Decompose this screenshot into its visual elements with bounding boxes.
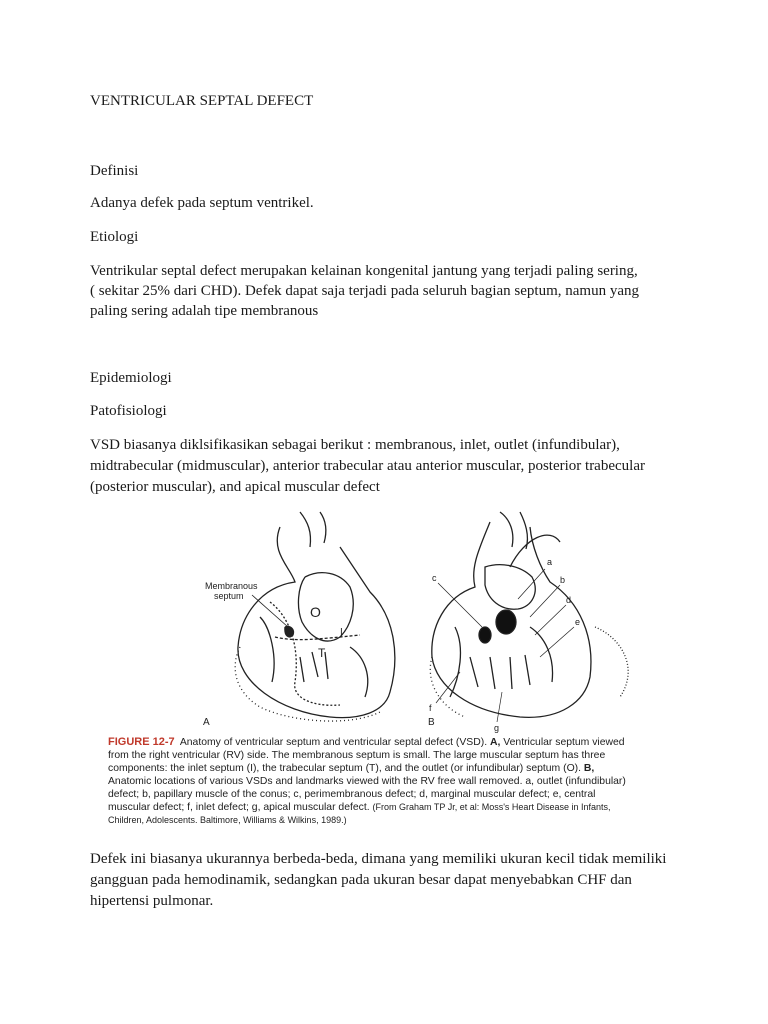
patofisiologi-line-3: (posterior muscular), and apical muscular defect	[90, 479, 380, 495]
marker-o: O	[310, 604, 321, 620]
caption-line3-text: components: the inlet septum (I), the trabecular septum (T), and the outlet (or infundibular) septum (O).	[108, 763, 581, 774]
etiologi-line-1: Ventrikular septal defect merupakan kelainan kongenital jantung yang terjadi paling sering,	[90, 263, 638, 279]
callout-a: a	[547, 557, 553, 567]
caption-line7: Children, Adolescents. Baltimore, Williams & Wilkins, 1989.)	[108, 815, 347, 825]
marker-t: T	[318, 646, 326, 660]
figure-caption	[108, 736, 678, 827]
membranous-label-line1: Membranous	[205, 581, 258, 591]
patofisiologi-line-1: VSD biasanya diklsifikasikan sebagai berikut : membranous, inlet, outlet (infundibular),	[90, 437, 620, 453]
closing-line-3: hipertensi pulmonar.	[90, 893, 214, 909]
callout-lines	[436, 569, 574, 722]
caption-line6-source: (From Graham TP Jr, et al: Moss's Heart Disease in Infants,	[372, 802, 611, 812]
callout-b: b	[560, 575, 566, 585]
callout-g: g	[494, 723, 500, 733]
callout-f: f	[429, 703, 432, 713]
membranous-pointer	[252, 595, 288, 627]
caption-line5: defect; b, papillary muscle of the conus; c, perimembranous defect; d, marginal muscular defect; e, central	[108, 789, 596, 800]
closing-line-2: gangguan pada hemodinamik, sedangkan pada ukuran besar dapat menyebabkan CHF dan	[90, 872, 632, 888]
etiologi-heading: Etiologi	[90, 229, 139, 245]
callout-e: e	[575, 617, 581, 627]
patofisiologi-line-2: midtrabecular (midmuscular), anterior trabecular atau anterior muscular, posterior trabecular	[90, 458, 645, 474]
figure-label: FIGURE 12-7	[108, 736, 175, 748]
caption-line2: from the right ventricular (RV) side. The membranous septum is small. The large muscular septum has three	[108, 750, 606, 761]
caption-line1-text: Anatomy of ventricular septum and ventricular septal defect (VSD).	[179, 737, 488, 748]
definisi-heading: Definisi	[90, 163, 139, 179]
membranous-label-line2: septum	[214, 591, 244, 601]
panel-a-label: A	[203, 717, 210, 728]
heart-illustration	[200, 507, 678, 737]
caption-line1-bold: A,	[489, 737, 501, 748]
etiologi-line-2: ( sekitar 25% dari CHD). Defek dapat saja terjadi pada seluruh bagian septum, namun yang	[90, 283, 639, 299]
document-title: VENTRICULAR SEPTAL DEFECT	[90, 93, 314, 109]
panel-b-label: B	[428, 717, 435, 728]
marker-i: I	[340, 627, 343, 638]
heart-panel-b	[430, 512, 628, 717]
callout-d: d	[566, 595, 572, 605]
definisi-text: Adanya defek pada septum ventrikel.	[90, 195, 314, 211]
closing-line-1: Defek ini biasanya ukurannya berbeda-beda, dimana yang memiliki ukuran kecil tidak memiliki	[90, 851, 667, 867]
patofisiologi-heading: Patofisiologi	[90, 403, 167, 419]
defect-marker-small	[479, 627, 491, 643]
callout-c: c	[432, 573, 437, 583]
epidemiologi-heading: Epidemiologi	[90, 370, 172, 386]
caption-line6-text: muscular defect; f, inlet defect; g, apical muscular defect.	[108, 802, 370, 813]
defect-marker-large	[496, 610, 516, 634]
caption-line3-bold: B,	[583, 763, 595, 774]
caption-line1-end: Ventricular septum viewed	[503, 737, 625, 748]
etiologi-line-3: paling sering adalah tipe membranous	[90, 303, 319, 319]
caption-line4: Anatomic locations of various VSDs and landmarks viewed with the RV free wall removed. a, outlet (infundibular)	[108, 776, 626, 787]
